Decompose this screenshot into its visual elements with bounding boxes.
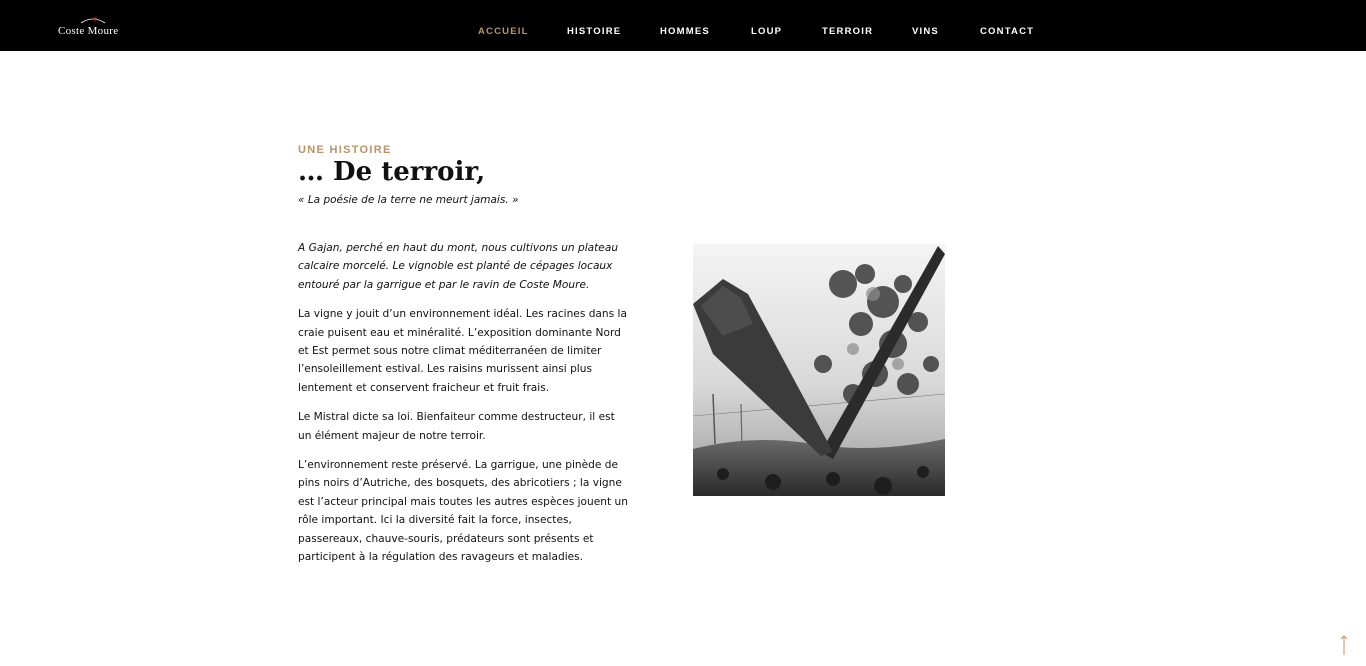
body-paragraph: Le Mistral dicte sa loi. Bienfaiteur comme destructeur, il est un élément majeur de notre terroir. (298, 411, 615, 442)
logo-text: Coste Moure (58, 25, 119, 37)
nav-item-loup[interactable]: LOUP (751, 26, 783, 37)
intro-paragraph: A Gajan, perché en haut du mont, nous cultivons un plateau calcaire morcelé. Le vignoble est planté de cépages locaux entouré par la garrigue et par le ravin de Coste Moure. (298, 242, 619, 291)
photo-illustration (693, 244, 945, 496)
nav-item-terroir[interactable]: TERROIR (822, 26, 874, 37)
nav-item-histoire[interactable]: HISTOIRE (567, 26, 622, 37)
nav-item-vins[interactable]: VINS (912, 26, 939, 37)
scroll-to-top-button[interactable] (1338, 634, 1350, 656)
vineyard-hoe-photo (693, 244, 945, 496)
nav-item-hommes[interactable]: HOMMES (660, 26, 710, 37)
article-body (298, 239, 630, 578)
section-eyebrow: UNE HISTOIRE (298, 144, 392, 156)
arrow-up-icon (1338, 634, 1350, 656)
top-navigation-bar (0, 0, 1366, 51)
logo-hill-mark (80, 16, 106, 24)
body-paragraph: La vigne y jouit d’un environnement idéal. Les racines dans la craie puisent eau et minéralité. L’exposition dominante Nord et Est permet sous notre climat méditerranéen de limiter l’ensoleillement estival. Les raisins murissent ainsi plus lentement et conservent fraicheur et fruit frais. (298, 308, 627, 394)
section-quote: « La poésie de la terre ne meurt jamais. » (298, 194, 519, 206)
nav-item-contact[interactable]: CONTACT (980, 26, 1035, 37)
nav-item-accueil[interactable]: ACCUEIL (478, 26, 529, 37)
body-paragraph: L’environnement reste préservé. La garrigue, une pinède de pins noirs d’Autriche, des bosquets, des abricotiers ; la vigne est l’acteur principal mais toutes les autres espèces jouent un rôle important. Ici la diversité fait la force, insectes, passereaux, chauve-souris, prédateurs sont présents et participent à la régulation des ravageurs et maladies. (298, 459, 628, 564)
page-title: … De terroir, (298, 157, 486, 187)
main-nav (0, 26, 1366, 38)
